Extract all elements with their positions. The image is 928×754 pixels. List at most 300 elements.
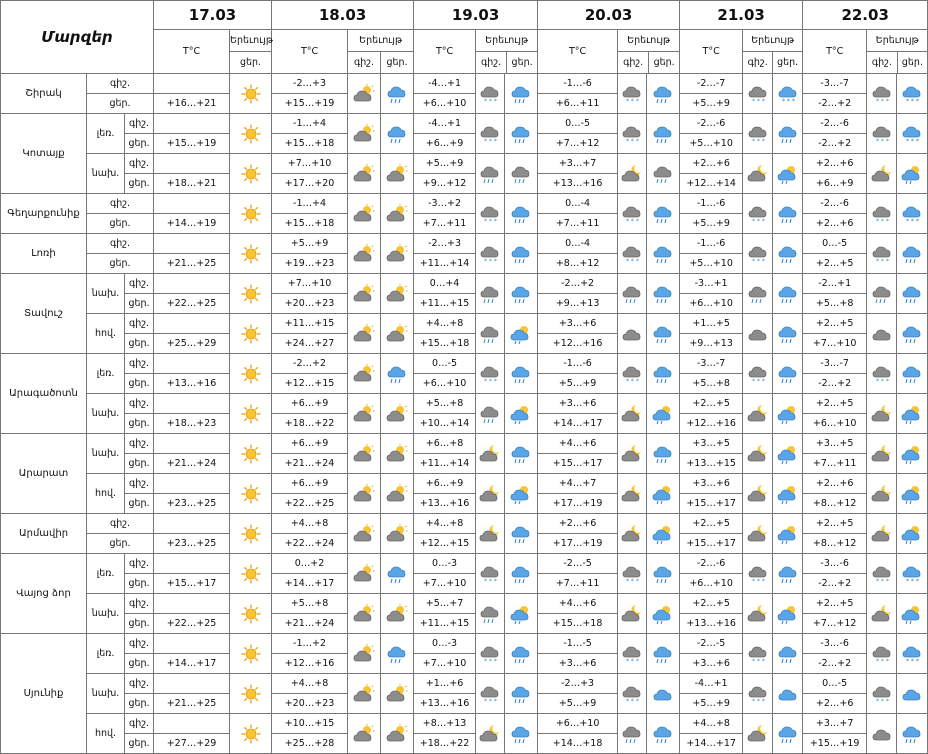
temperature: -2…-5 [680, 634, 743, 654]
subregion-label: նախ. [87, 274, 125, 314]
weather-cell [476, 274, 505, 314]
cloud-rain-icon [743, 284, 772, 304]
temperature: -3…-7 [680, 354, 743, 374]
temperature: +6…+10 [803, 414, 867, 434]
temperature: 0…-5 [803, 674, 867, 694]
temperature: +11…+15 [272, 314, 348, 334]
temperature: +18…+21 [154, 174, 230, 194]
sun-icon [230, 363, 271, 385]
svg-text:* * *: * * * [875, 97, 889, 105]
temperature: -2…+2 [803, 134, 867, 154]
svg-text:* * *: * * * [906, 657, 919, 665]
weather-cell [647, 434, 680, 474]
weather-cell [618, 154, 647, 194]
temperature: +21…+24 [272, 614, 348, 634]
temperature: +2…+5 [803, 594, 867, 614]
weather-cell [381, 434, 414, 474]
temperature: -1…-5 [538, 634, 618, 654]
temp-col-header: T°C [414, 30, 476, 74]
temperature [154, 274, 230, 294]
weather-cell [348, 194, 381, 234]
cloud-sun-icon [381, 404, 413, 424]
cloud-snow-icon [476, 644, 504, 664]
weather-cell [476, 234, 505, 274]
cloud-sun-icon [348, 164, 380, 184]
weather-cell [773, 194, 803, 234]
weather-cell [867, 74, 897, 114]
svg-text:* * *: * * * [906, 577, 919, 585]
weather-cell [897, 714, 928, 754]
cloud-snow-icon [476, 564, 504, 584]
cloud-moon-icon [867, 444, 896, 464]
temperature: +2…+6 [538, 514, 618, 534]
cloud-rain-icon [867, 284, 896, 304]
weather-cell [647, 474, 680, 514]
weather-cell [381, 714, 414, 754]
date-header: 22.03 [803, 1, 928, 30]
weather-cell [743, 354, 773, 394]
weather-cell [476, 394, 505, 434]
rain-icon [773, 364, 802, 384]
weather-label: Երեւույթ [867, 30, 927, 52]
sun-icon [230, 83, 271, 105]
cloud-snow-icon [618, 124, 646, 144]
weather-cell [381, 634, 414, 674]
sun-rain-icon [897, 484, 927, 504]
sun-rain-icon [773, 404, 802, 424]
rain-icon [381, 564, 413, 584]
time-of-day: ցեր. [125, 374, 154, 394]
temperature: +8…+13 [414, 714, 476, 734]
temperature: 0…-5 [414, 354, 476, 374]
temperature: +11…+14 [414, 454, 476, 474]
svg-text:* * *: * * * [484, 577, 497, 585]
cloud-snow-icon [867, 684, 896, 704]
time-of-day: ցեր. [125, 134, 154, 154]
temperature [154, 594, 230, 614]
temperature: +19…+23 [272, 254, 348, 274]
temperature: +3…+6 [538, 654, 618, 674]
temperature [154, 634, 230, 654]
sun-rain-icon [647, 404, 679, 424]
cloud-moon-icon [867, 404, 896, 424]
cloud-rain-icon [505, 164, 537, 184]
temperature: +8…+12 [803, 494, 867, 514]
weather-cell [743, 314, 773, 354]
temperature: +17…+19 [538, 534, 618, 554]
temperature: +4…+6 [538, 434, 618, 454]
temperature: +4…+8 [414, 514, 476, 534]
sun-icon [230, 683, 271, 705]
temperature: +1…+5 [680, 314, 743, 334]
temp-col-header: T°C [154, 30, 230, 74]
cloud-moon-icon [618, 604, 646, 624]
temperature: +3…+6 [538, 394, 618, 414]
svg-text:* * *: * * * [484, 657, 497, 665]
temperature: +22…+25 [154, 614, 230, 634]
temperature: +5…+7 [414, 594, 476, 614]
rain-icon [773, 724, 802, 744]
weather-cell [618, 514, 647, 554]
temperature: +12…+15 [414, 534, 476, 554]
svg-text:* * *: * * * [484, 137, 497, 145]
cloud-sun-icon [348, 204, 380, 224]
weather-cell [647, 314, 680, 354]
weather-cell [743, 234, 773, 274]
weather-cell [348, 74, 381, 114]
svg-text:* * *: * * * [875, 217, 889, 225]
weather-cell [618, 194, 647, 234]
rain-icon [647, 244, 679, 264]
cloud-snow-icon [867, 244, 896, 264]
temperature: +11…+14 [414, 254, 476, 274]
weather-cell [867, 554, 897, 594]
time-of-day: ցեր. [125, 494, 154, 514]
sun-rain-icon [773, 524, 802, 544]
rain-icon [505, 724, 537, 744]
cloud-sun-icon [381, 324, 413, 344]
cloud-sun-icon [381, 284, 413, 304]
time-of-day: ցեր. [125, 574, 154, 594]
temperature: +7…+10 [272, 154, 348, 174]
weather-cell [230, 114, 272, 154]
day-label: ցեր. [901, 57, 923, 68]
weather-cell [743, 514, 773, 554]
temperature: -1…+4 [272, 114, 348, 134]
cloud-snow-icon [618, 244, 646, 264]
time-of-day: ցեր. [125, 654, 154, 674]
weather-cell [618, 634, 647, 674]
temperature: +13…+16 [154, 374, 230, 394]
weather-cell [505, 354, 538, 394]
temperature: -2…-6 [680, 114, 743, 134]
cloud-icon [897, 684, 927, 704]
weather-cell [476, 554, 505, 594]
weather-cell [230, 274, 272, 314]
time-of-day: գիշ. [125, 274, 154, 294]
weather-cell [743, 474, 773, 514]
temperature: +9…+13 [680, 334, 743, 354]
cloud-snow-icon [743, 84, 772, 104]
temperature: +13…+16 [680, 614, 743, 634]
temperature: -2…+1 [803, 274, 867, 294]
cloud-moon-icon [867, 524, 896, 544]
cloud-moon-icon [618, 164, 646, 184]
cloud-sun-icon [348, 244, 380, 264]
temperature: +15…+19 [154, 134, 230, 154]
temperature: +6…+10 [680, 294, 743, 314]
snow-cloud-icon [897, 124, 927, 144]
temperature: +22…+25 [272, 494, 348, 514]
rain-icon [897, 364, 927, 384]
temperature: -3…+1 [680, 274, 743, 294]
weather-cell [618, 274, 647, 314]
weather-cell [348, 274, 381, 314]
rain-icon [381, 644, 413, 664]
temperature: +4…+8 [414, 314, 476, 334]
region-name: Արարատ [1, 434, 87, 514]
weather-cell [773, 354, 803, 394]
rain-icon [505, 564, 537, 584]
temperature: +9…+13 [538, 294, 618, 314]
region-name: Կոտայք [1, 114, 87, 194]
temperature: +10…+14 [414, 414, 476, 434]
weather-cell [773, 634, 803, 674]
sun-icon [230, 283, 271, 305]
rain-icon [381, 124, 413, 144]
sun-rain-icon [647, 604, 679, 624]
time-of-day: գիշ. [125, 594, 154, 614]
weather-cell [505, 474, 538, 514]
temperature: +3…+7 [803, 714, 867, 734]
cloud-moon-icon [618, 524, 646, 544]
snow-cloud-icon [897, 84, 927, 104]
time-of-day: գիշ. [125, 634, 154, 654]
weather-cell [647, 74, 680, 114]
temperature: -2…+2 [803, 654, 867, 674]
rain-icon [773, 204, 802, 224]
svg-text:* * *: * * * [484, 217, 497, 225]
weather-cell [867, 154, 897, 194]
temperature: +2…+5 [680, 594, 743, 614]
snow-cloud-icon [897, 644, 927, 664]
temperature: +6…+9 [272, 474, 348, 494]
weather-cell [618, 434, 647, 474]
subregion-label: հով. [87, 714, 125, 754]
svg-text:* * *: * * * [751, 697, 765, 705]
weather-cell [618, 594, 647, 634]
weather-cell [773, 114, 803, 154]
time-of-day: գիշ. [125, 554, 154, 574]
temperature: +7…+12 [803, 614, 867, 634]
weather-cell [381, 234, 414, 274]
time-of-day: գիշ. [125, 714, 154, 734]
weather-cell [230, 394, 272, 434]
weather-cell [476, 474, 505, 514]
cloud-sun-icon [348, 444, 380, 464]
weather-cell [381, 194, 414, 234]
temperature: +18…+22 [414, 734, 476, 754]
weather-cell [647, 354, 680, 394]
weather-cell [348, 434, 381, 474]
region-name: Սյունիք [1, 634, 87, 754]
region-name: Շիրակ [1, 74, 87, 114]
weather-cell [773, 394, 803, 434]
weather-cell [867, 354, 897, 394]
weather-cell [618, 314, 647, 354]
weather-col-header [348, 30, 414, 74]
table-row [1, 434, 928, 454]
temperature: +4…+8 [272, 514, 348, 534]
weather-cell [867, 714, 897, 754]
weather-cell [381, 154, 414, 194]
sun-rain-icon [773, 604, 802, 624]
cloud-sun-icon [348, 724, 380, 744]
cloud-snow-icon [618, 204, 646, 224]
table-row [1, 474, 928, 494]
weather-cell [381, 474, 414, 514]
temperature: +7…+10 [272, 274, 348, 294]
weather-cell [773, 714, 803, 754]
cloud-snow-icon [743, 124, 772, 144]
weather-cell [897, 274, 928, 314]
sun-rain-icon [505, 604, 537, 624]
temperature: +7…+11 [414, 214, 476, 234]
subregion-label: հով. [87, 314, 125, 354]
weather-cell [505, 514, 538, 554]
time-of-day: ցեր. [125, 454, 154, 474]
svg-text:* * *: * * * [626, 137, 639, 145]
svg-text:* * *: * * * [751, 657, 765, 665]
cloud-snow-icon [867, 204, 896, 224]
weather-cell [867, 114, 897, 154]
temperature: +3…+6 [680, 474, 743, 494]
rain-icon [773, 244, 802, 264]
weather-cell [647, 194, 680, 234]
cloud-snow-icon [618, 84, 646, 104]
temperature [154, 114, 230, 134]
temperature [154, 474, 230, 494]
temperature: +5…+9 [272, 234, 348, 254]
cloud-moon-icon [618, 404, 646, 424]
temperature: +7…+11 [803, 454, 867, 474]
cloud-snow-icon [867, 364, 896, 384]
temperature: +4…+8 [272, 674, 348, 694]
weather-cell [476, 314, 505, 354]
svg-text:* * *: * * * [906, 137, 919, 145]
temperature [154, 394, 230, 414]
temperature: 0…-5 [803, 234, 867, 254]
snow-cloud-icon [897, 564, 927, 584]
weather-label: Երեւույթ [476, 30, 537, 52]
temperature: +21…+24 [154, 454, 230, 474]
weather-cell [505, 314, 538, 354]
weather-cell [505, 74, 538, 114]
time-of-day: գիշ. [125, 474, 154, 494]
weather-cell [743, 274, 773, 314]
weather-cell [867, 594, 897, 634]
time-of-day: ցեր. [125, 174, 154, 194]
weather-cell [505, 634, 538, 674]
temperature [154, 434, 230, 454]
temperature: -1…-6 [680, 194, 743, 214]
svg-text:* * *: * * * [875, 577, 889, 585]
time-of-day: ցեր. [87, 214, 154, 234]
weather-label: Երեւույթ [618, 30, 679, 52]
temperature: +18…+23 [154, 414, 230, 434]
weather-cell [647, 554, 680, 594]
temperature: +6…+10 [414, 374, 476, 394]
weather-cell [476, 114, 505, 154]
cloud-moon-icon [867, 604, 896, 624]
temperature: +2…+5 [680, 394, 743, 414]
weather-cell [381, 554, 414, 594]
subregion-label: հով. [87, 474, 125, 514]
cloud-moon-icon [867, 164, 896, 184]
rain-icon [505, 444, 537, 464]
weather-cell [381, 594, 414, 634]
weather-cell [348, 354, 381, 394]
weather-cell [476, 714, 505, 754]
temperature: -2…+2 [803, 94, 867, 114]
temperature: +6…+8 [414, 434, 476, 454]
temperature: +4…+7 [538, 474, 618, 494]
weather-cell [618, 674, 647, 714]
temperature: +13…+15 [680, 454, 743, 474]
rain-icon [647, 364, 679, 384]
weather-cell [348, 554, 381, 594]
cloud-snow-icon [743, 564, 772, 584]
cloud-moon-icon [743, 604, 772, 624]
weather-cell [505, 274, 538, 314]
svg-text:* * *: * * * [626, 657, 639, 665]
weather-cell [773, 314, 803, 354]
rain-icon [505, 204, 537, 224]
weather-cell [230, 194, 272, 234]
night-label: գիշ. [348, 52, 381, 73]
temperature [154, 314, 230, 334]
cloud-snow-icon [476, 684, 504, 704]
cloud-snow-icon [476, 84, 504, 104]
cloud-icon [773, 684, 802, 704]
rain-icon [647, 204, 679, 224]
temperature: 0…-4 [538, 234, 618, 254]
temperature: +5…+9 [538, 694, 618, 714]
temperature: -2…+2 [803, 574, 867, 594]
weather-cell [505, 674, 538, 714]
weather-cell [230, 434, 272, 474]
rain-icon [647, 724, 679, 744]
temperature: +14…+17 [154, 654, 230, 674]
rain-icon [647, 444, 679, 464]
weather-cell [348, 674, 381, 714]
rain-icon [773, 564, 802, 584]
temperature: +2…+6 [803, 474, 867, 494]
snow-cloud-icon [773, 84, 802, 104]
sun-icon [230, 563, 271, 585]
weather-cell [897, 154, 928, 194]
sun-icon [230, 203, 271, 225]
temperature: 0…-4 [538, 194, 618, 214]
cloud-sun-icon [348, 524, 380, 544]
temperature: +15…+18 [272, 214, 348, 234]
weather-cell [230, 634, 272, 674]
rain-icon [381, 364, 413, 384]
svg-text:* * *: * * * [626, 377, 639, 385]
cloud-snow-icon [476, 124, 504, 144]
temperature: +11…+15 [414, 294, 476, 314]
cloud-snow-icon [476, 204, 504, 224]
temperature: +5…+8 [272, 594, 348, 614]
temperature: +25…+28 [272, 734, 348, 754]
table-row [1, 314, 928, 334]
rain-icon [505, 284, 537, 304]
weather-cell [743, 434, 773, 474]
sun-rain-icon [773, 164, 802, 184]
svg-text:* * *: * * * [484, 377, 497, 385]
temperature: +12…+14 [680, 174, 743, 194]
time-of-day: գիշ. [87, 234, 154, 254]
temperature: +1…+6 [414, 674, 476, 694]
rain-icon [897, 244, 927, 264]
time-of-day: գիշ. [125, 394, 154, 414]
temperature [154, 154, 230, 174]
sun-rain-icon [647, 484, 679, 504]
temp-col-header: T°C [803, 30, 867, 74]
weather-cell [647, 594, 680, 634]
cloud-snow-icon [618, 684, 646, 704]
temperature: +6…+9 [414, 474, 476, 494]
